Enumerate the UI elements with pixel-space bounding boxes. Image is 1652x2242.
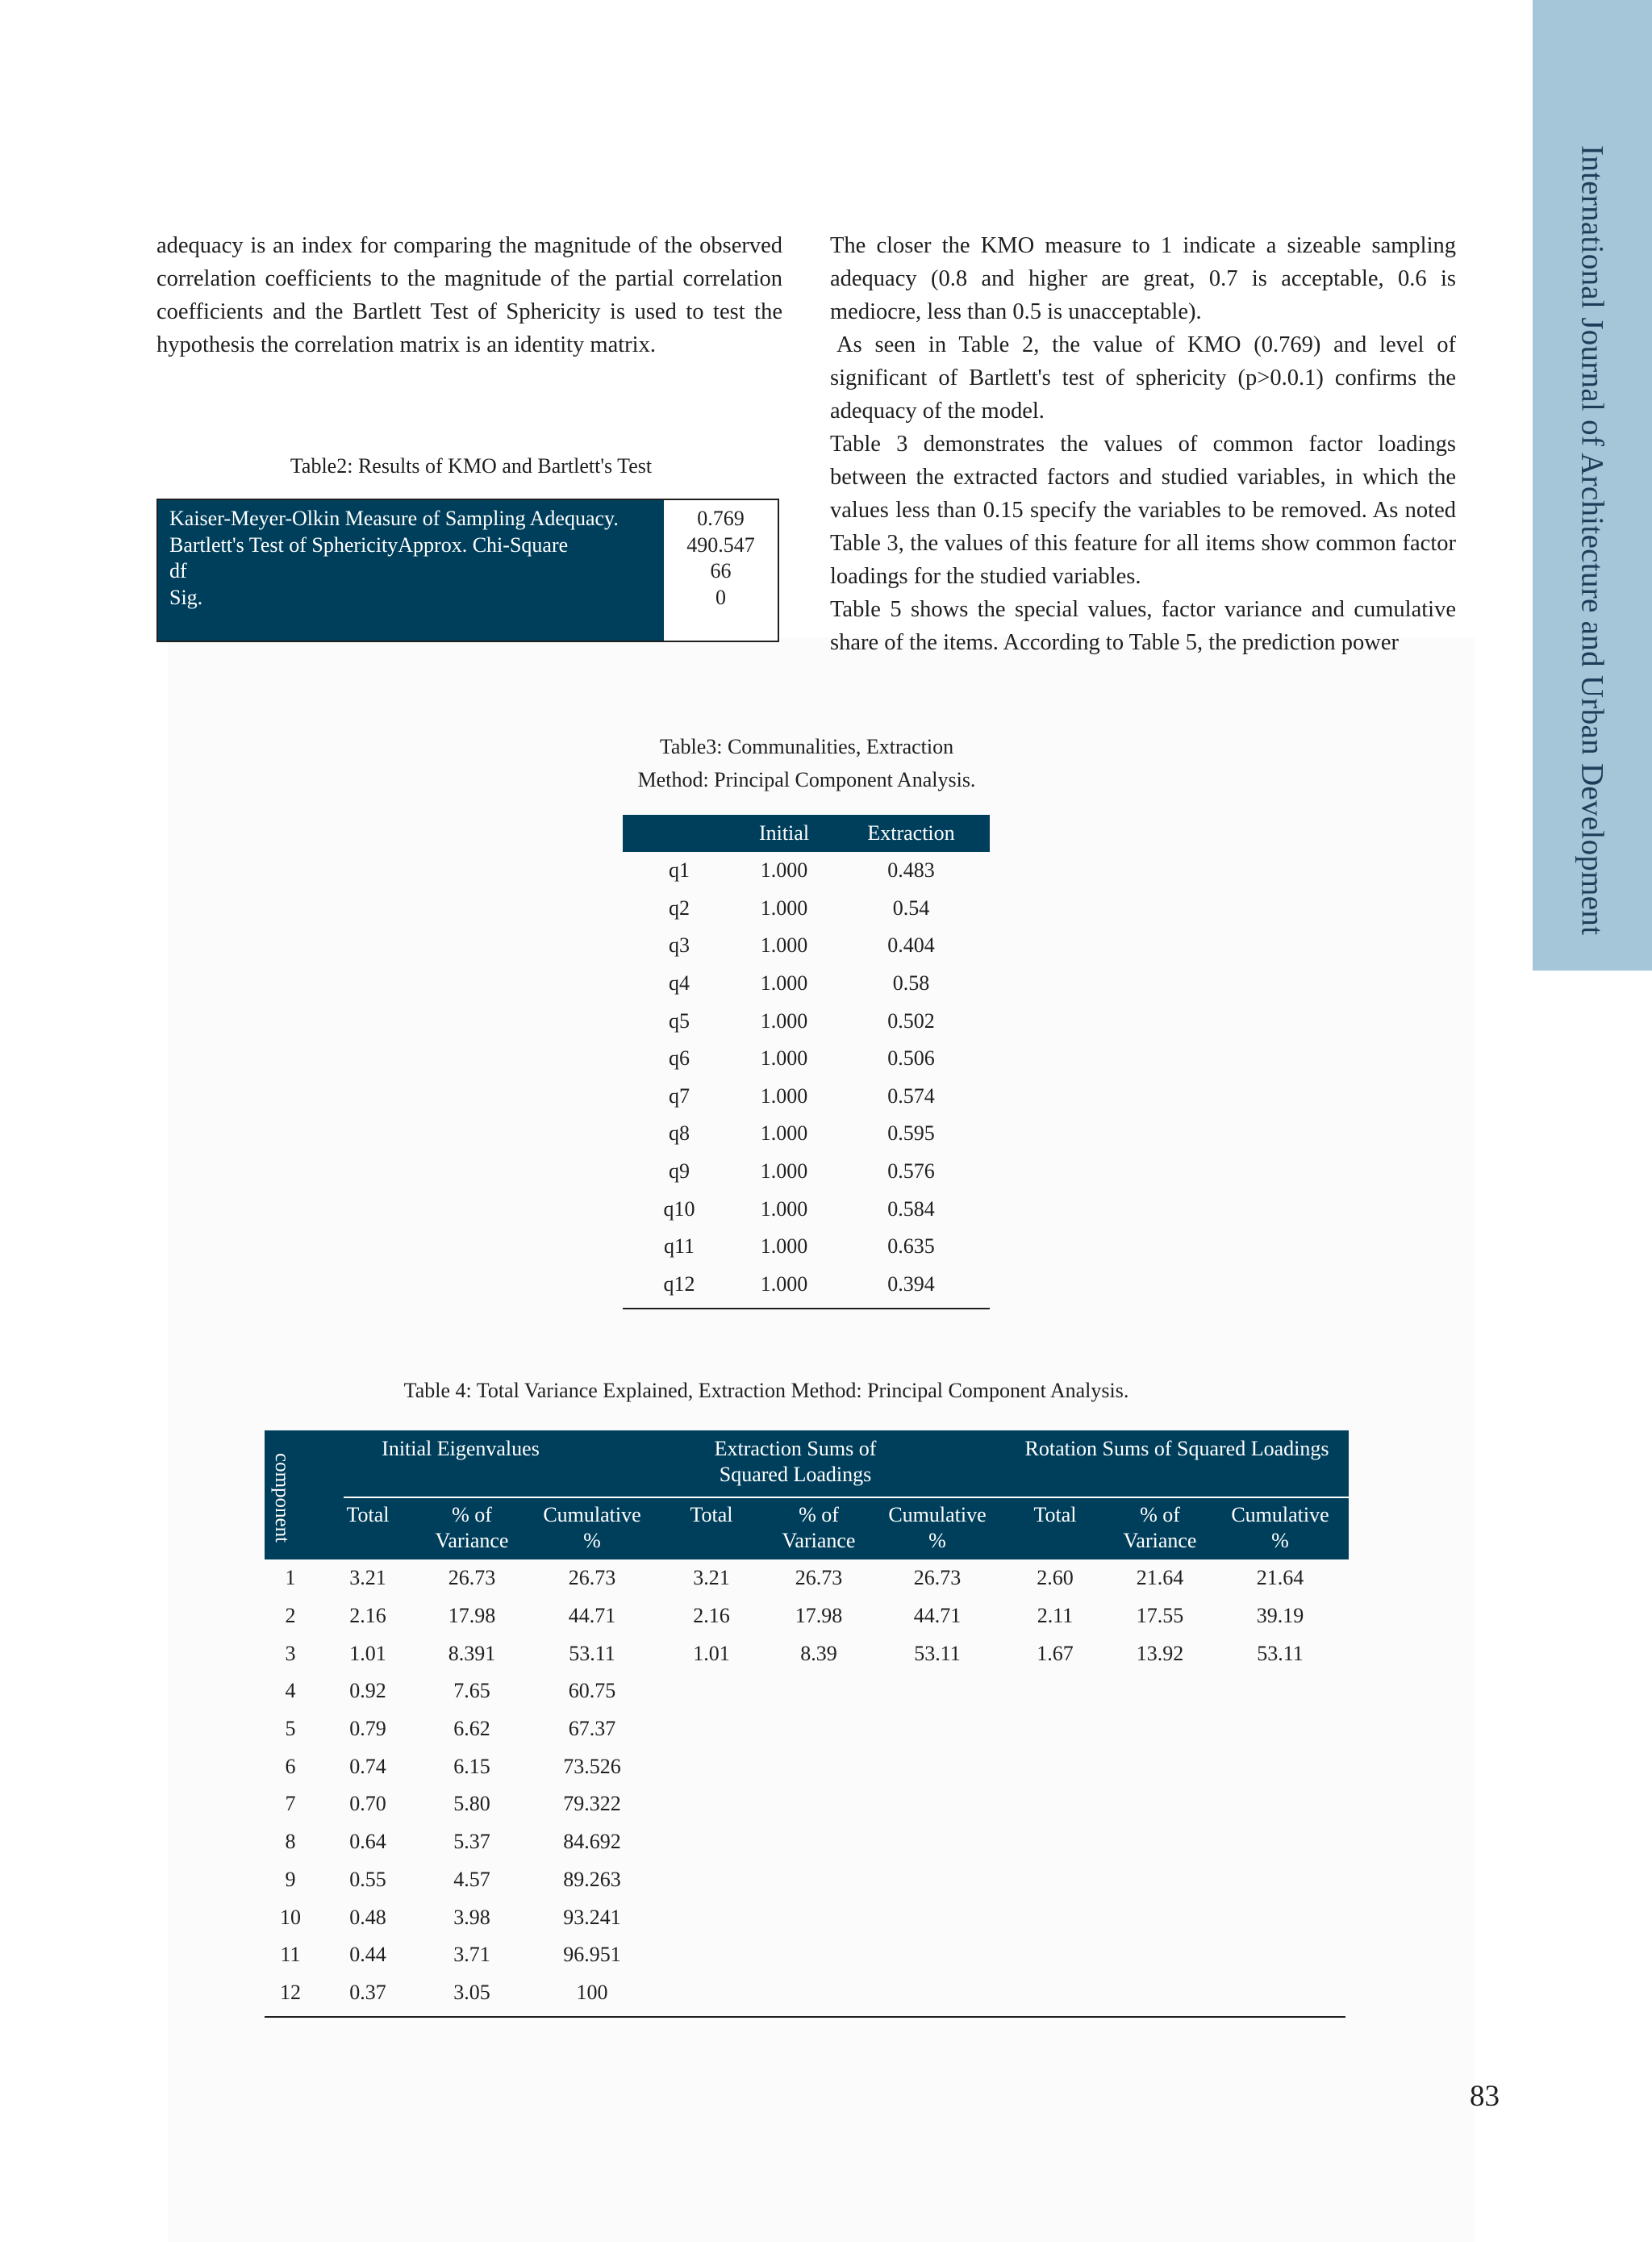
table4-cell: 1.01: [693, 1641, 730, 1665]
table4-cell: 39.19: [1256, 1604, 1304, 1628]
table4-row: [265, 1559, 1349, 1597]
table4-cell: 2.16: [693, 1604, 730, 1628]
right-column-text: [830, 229, 1456, 659]
table4-header: [265, 1430, 1349, 1559]
table2-label: Sig.: [169, 585, 203, 609]
paragraph: The closer the KMO measure to 1 indicate a sizeable sampling adequacy (0.8 and higher are great, 0.7 is acceptable, 0.6 is mediocre, less than 0.5 is unacceptable).: [830, 233, 1456, 324]
table4-row: [265, 1861, 1349, 1899]
table3-row: [623, 1115, 990, 1153]
journal-side-band: [1533, 0, 1652, 971]
table4-cell: 3.98: [453, 1905, 490, 1929]
table3-cell: 1.000: [760, 858, 808, 883]
table4-subheader: Cumulative %: [1231, 1503, 1329, 1552]
table3-cell: 0.58: [892, 971, 930, 996]
table3-cell: q2: [669, 896, 690, 920]
table4-body: [265, 1559, 1349, 2011]
table4-cell: 3.71: [453, 1943, 490, 1967]
table4-cell: 26.73: [568, 1566, 616, 1590]
table4-cell: 0.79: [349, 1717, 386, 1741]
table3-row: [623, 965, 990, 1003]
table4-row: [265, 1898, 1349, 1936]
table4-subheader: Cumulative %: [888, 1503, 987, 1552]
paragraph: Table 3 demonstrates the values of common factor loadings between the extracted factors and studied variables, in which the values less than 0.15 specify the variables to be removed. As noted Table 3, the values of this feature for all items show common factor loadings for the studied variables.: [830, 432, 1456, 589]
table3-cell: 1.000: [760, 971, 808, 996]
table3-cell: 0.502: [887, 1008, 935, 1033]
table3-cell: q4: [669, 971, 690, 996]
table3-cell: 0.394: [887, 1271, 935, 1296]
table4-row: [265, 1597, 1349, 1635]
table2-value: 0.769: [697, 507, 745, 530]
table3-cell: q11: [663, 1234, 695, 1259]
page-number: 83: [1470, 2080, 1500, 2113]
table4-cell: 26.73: [913, 1566, 962, 1590]
table4-row: [265, 1672, 1349, 1710]
table4-cell: 93.241: [563, 1905, 621, 1929]
table3-cell: 1.000: [760, 896, 808, 920]
table3-cell: 0.595: [887, 1121, 935, 1146]
table4-group-header: Initial Eigenvalues: [382, 1437, 540, 1460]
table4-row: [265, 1747, 1349, 1785]
table4-cell: 0.55: [349, 1867, 386, 1891]
table3-cell: 1.000: [760, 1083, 808, 1108]
table4-cell: 26.73: [448, 1566, 496, 1590]
table4-subheader: Cumulative %: [543, 1503, 641, 1552]
table4-cell: 0.70: [349, 1792, 386, 1816]
table4-row: [265, 1635, 1349, 1672]
table3-cell: 0.584: [887, 1196, 935, 1221]
table4-cell: 5.37: [453, 1830, 490, 1854]
table3-row: [623, 1153, 990, 1191]
table3-row: [623, 1228, 990, 1266]
table3-cell: q6: [669, 1046, 690, 1071]
table4-component-label: component: [271, 1453, 293, 1543]
table4-subheader: Total: [690, 1503, 733, 1526]
table4-cell: 4: [285, 1679, 296, 1703]
table4-cell: 7.65: [453, 1679, 490, 1703]
table4-cell: 1.67: [1037, 1641, 1074, 1665]
table4-cell: 60.75: [568, 1679, 616, 1703]
table2-caption: Table2: Results of KMO and Bartlett's Test: [290, 454, 653, 478]
table4-cell: 2.60: [1037, 1566, 1074, 1590]
table4-cell: 26.73: [795, 1566, 843, 1590]
table4-cell: 84.692: [563, 1830, 621, 1854]
table2-value: 0: [715, 585, 726, 609]
table4-cell: 7: [285, 1792, 296, 1816]
table4-cell: 53.11: [1257, 1641, 1304, 1665]
table3-caption-line: Method: Principal Component Analysis.: [637, 768, 976, 791]
table4-cell: 6.62: [453, 1717, 490, 1741]
table4-group-header: Extraction Sums of Squared Loadings: [714, 1437, 877, 1486]
table4-group-header: Rotation Sums of Squared Loadings: [1024, 1437, 1329, 1460]
table4-cell: 44.71: [568, 1604, 616, 1628]
table3-row: [623, 852, 990, 890]
table3-cell: q10: [663, 1196, 695, 1221]
table4-cell: 17.98: [448, 1604, 496, 1628]
table4-row: [265, 1974, 1349, 2012]
paragraph: As seen in Table 2, the value of KMO (0.769) and level of significant of Bartlett's test of sphericity (p>0.0.1) confirms the adequacy of the model.: [830, 332, 1456, 424]
table4-cell: 53.11: [569, 1641, 615, 1665]
table4-cell: 44.71: [913, 1604, 962, 1628]
table4-cell: 2: [285, 1604, 296, 1628]
table4-cell: 6.15: [453, 1754, 490, 1778]
table4-cell: 17.55: [1136, 1604, 1184, 1628]
table4-cell: 13.92: [1136, 1641, 1184, 1665]
table2-values: [664, 500, 778, 641]
table3-cell: q3: [669, 933, 690, 958]
table4-cell: 21.64: [1136, 1566, 1184, 1590]
table4-cell: 3.05: [453, 1980, 490, 2004]
table3-caption: [565, 730, 1049, 796]
table4-subheader: Total: [1033, 1503, 1077, 1526]
left-column-text: [156, 229, 782, 361]
table4-cell: 8.39: [800, 1641, 837, 1665]
table4-cell: 0.48: [349, 1905, 386, 1929]
table4-cell: 0.74: [349, 1754, 386, 1778]
table4-cell: 5: [285, 1717, 296, 1741]
table3-cell: q8: [669, 1121, 690, 1146]
table4-cell: 4.57: [453, 1867, 490, 1891]
table3-cell: 1.000: [760, 1008, 808, 1033]
table4-cell: 100: [576, 1980, 608, 2004]
table4-cell: 10: [280, 1905, 301, 1929]
table3-row: [623, 1190, 990, 1228]
table4-cell: 0.44: [349, 1943, 386, 1967]
table3-row: [623, 1266, 990, 1304]
table4-cell: 0.37: [349, 1980, 386, 2004]
table4-cell: 73.526: [563, 1754, 621, 1778]
table4-cell: 6: [285, 1754, 296, 1778]
table4-cell: 8: [285, 1830, 296, 1854]
table4-subheader: % of Variance: [782, 1503, 856, 1552]
table3-row: [623, 1002, 990, 1040]
table4-row: [265, 1785, 1349, 1823]
table3-cell: q1: [669, 858, 690, 883]
table3-cell: 1.000: [760, 1234, 808, 1259]
table4-cell: 0.92: [349, 1679, 386, 1703]
table4-row: [265, 1710, 1349, 1748]
table2-labels: [158, 500, 664, 641]
table3-cell: 0.483: [887, 858, 935, 883]
table3-cell: 0.404: [887, 933, 935, 958]
table4-cell: 3: [285, 1641, 296, 1665]
table4-cell: 17.98: [795, 1604, 843, 1628]
table3-row: [623, 1040, 990, 1078]
table3-row: [623, 890, 990, 928]
table4-cell: 0.64: [349, 1830, 386, 1854]
paragraph: Table 5 shows the special values, factor variance and cumulative share of the items. According to Table 5, the prediction power: [830, 597, 1456, 655]
table4-cell: 21.64: [1256, 1566, 1304, 1590]
table4-subheader: Total: [346, 1503, 390, 1526]
paragraph: adequacy is an index for comparing the magnitude of the observed correlation coefficients to the magnitude of the partial correlation coefficients and the Bartlett Test of Sphericity is used to test the hypothesis the correlation matrix is an identity matrix.: [156, 233, 782, 357]
table3-row: [623, 1078, 990, 1116]
table4-cell: 1: [285, 1566, 296, 1590]
table4-cell: 96.951: [563, 1943, 621, 1967]
table4-header-separator: [344, 1497, 1349, 1498]
table4-total-variance: [265, 1430, 1349, 2018]
table2-kmo-bartlett: [156, 499, 779, 642]
table4-cell: 89.263: [563, 1867, 621, 1891]
table4-cell: 12: [280, 1980, 301, 2004]
table3-cell: 1.000: [760, 1046, 808, 1071]
table3-header-cell: Extraction: [867, 821, 955, 845]
table4-cell: 8.391: [448, 1641, 496, 1665]
journal-title: International Journal of Architecture and Urban Development: [1575, 145, 1610, 936]
table3-cell: q9: [669, 1159, 690, 1184]
table4-cell: 2.16: [349, 1604, 386, 1628]
table4-row: [265, 1823, 1349, 1861]
table3-communalities: [623, 815, 990, 1309]
table2-label: Kaiser-Meyer-Olkin Measure of Sampling Adequacy.: [169, 507, 619, 530]
table3-cell: q12: [663, 1271, 695, 1296]
table4-cell: 3.21: [349, 1566, 386, 1590]
table3-cell: 1.000: [760, 1196, 808, 1221]
table4-cell: 3.21: [693, 1566, 730, 1590]
table4-cell: 53.11: [914, 1641, 961, 1665]
table3-cell: 1.000: [760, 933, 808, 958]
table3-cell: 0.574: [887, 1083, 935, 1108]
table2-label: df: [169, 559, 187, 582]
table4-cell: 79.322: [563, 1792, 621, 1816]
table3-cell: 1.000: [760, 1159, 808, 1184]
table3-cell: 0.635: [887, 1234, 935, 1259]
table3-body: [623, 852, 990, 1303]
table4-caption: Table 4: Total Variance Explained, Extraction Method: Principal Component Analysis.: [403, 1379, 1129, 1402]
table3-cell: 0.576: [887, 1159, 935, 1184]
table3-cell: 1.000: [760, 1271, 808, 1296]
table3-bottom-rule: [623, 1308, 990, 1309]
table4-cell: 67.37: [568, 1717, 616, 1741]
table3-cell: q7: [669, 1083, 690, 1108]
table3-header-row: [623, 815, 990, 852]
table4-cell: 11: [280, 1943, 301, 1967]
table3-cell: q5: [669, 1008, 690, 1033]
table4-subheader: % of Variance: [435, 1503, 509, 1552]
table3-cell: 1.000: [760, 1121, 808, 1146]
table3-cell: 0.54: [892, 896, 930, 920]
table3-cell: 0.506: [887, 1046, 935, 1071]
table2-label: Bartlett's Test of SphericityApprox. Chi-Square: [169, 532, 569, 557]
table3-header-cell: Initial: [758, 821, 810, 845]
table4-row: [265, 1936, 1349, 1974]
table4-cell: 1.01: [349, 1641, 386, 1665]
table4-cell: 9: [285, 1867, 296, 1891]
table2-value: 66: [710, 559, 732, 582]
table3-caption-line: Table3: Communalities, Extraction: [659, 735, 954, 758]
table2-value: 490.547: [686, 532, 755, 557]
table4-bottom-rule: [265, 2016, 1345, 2018]
table4-cell: 5.80: [453, 1792, 490, 1816]
table3-row: [623, 927, 990, 965]
table4-subheader: % of Variance: [1123, 1503, 1197, 1552]
table4-cell: 2.11: [1037, 1604, 1074, 1628]
